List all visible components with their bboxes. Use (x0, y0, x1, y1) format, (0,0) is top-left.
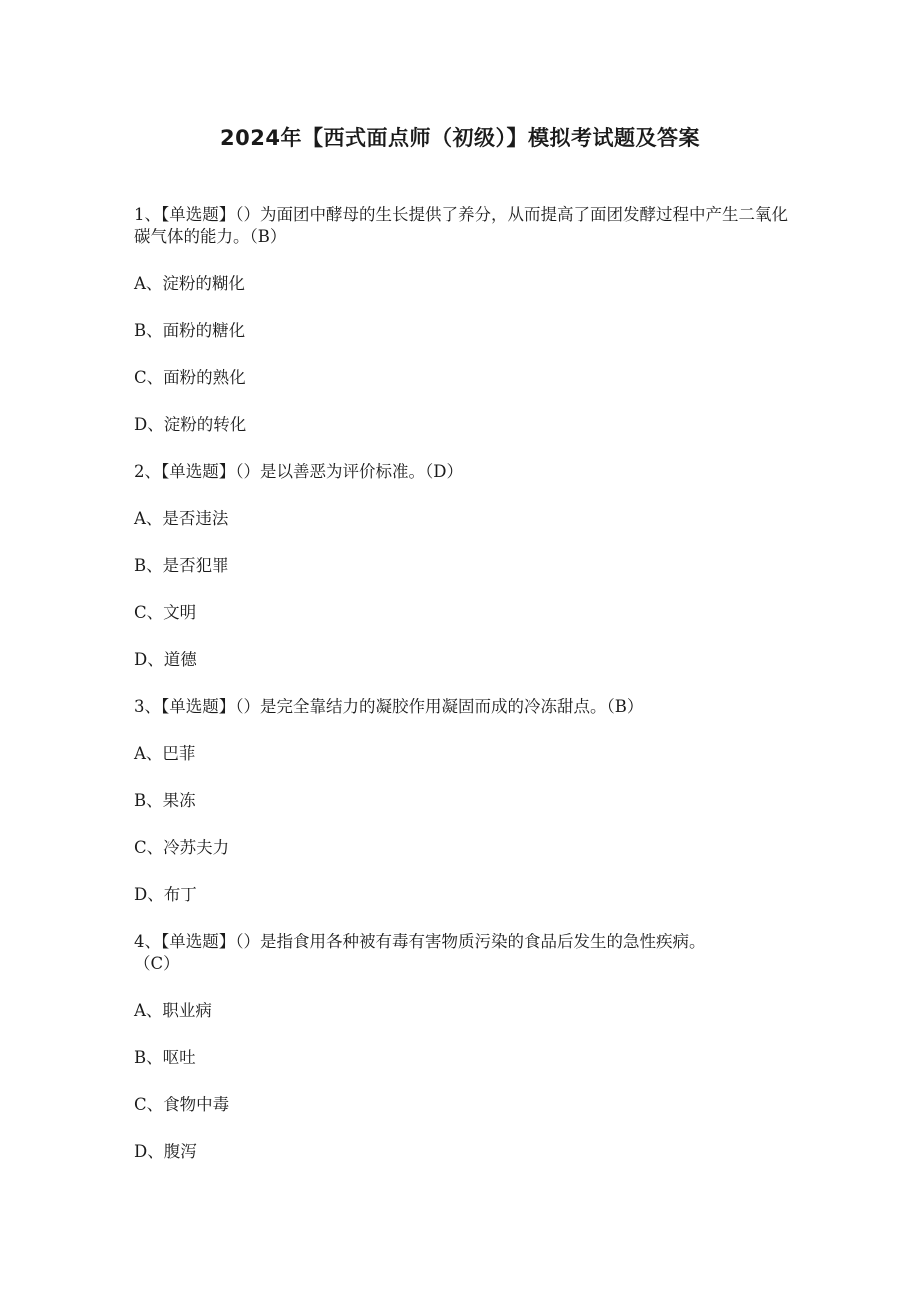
option-d: D、布丁 (134, 885, 197, 904)
option-a: A、是否违法 (134, 509, 229, 528)
option-a: A、巴菲 (134, 744, 196, 763)
option-a: A、职业病 (134, 1001, 212, 1020)
option-b: B、是否犯罪 (134, 556, 229, 575)
option-c: C、文明 (134, 603, 197, 622)
option-a: A、淀粉的糊化 (134, 274, 245, 293)
option-b: B、面粉的糖化 (134, 321, 246, 340)
option-b: B、呕吐 (134, 1048, 196, 1067)
question-3 (134, 696, 794, 931)
question-answer: （C） (134, 954, 180, 973)
option-d: D、腹泻 (134, 1142, 197, 1161)
document-title: 2024年【西式面点师（初级）】模拟考试题及答案 (220, 126, 700, 150)
question-2 (134, 461, 794, 696)
question-stem: 1、【单选题】（）为面团中酵母的生长提供了养分，从而提高了面团发酵过程中产生二氧化碳气体的能力。（B） (134, 205, 788, 246)
question-1 (134, 204, 794, 461)
option-c: C、冷苏夫力 (134, 838, 230, 857)
option-b: B、果冻 (134, 791, 196, 810)
option-d: D、道德 (134, 650, 197, 669)
question-4 (134, 931, 794, 1163)
option-c: C、面粉的熟化 (134, 368, 246, 387)
option-d: D、淀粉的转化 (134, 415, 247, 434)
question-stem: 3、【单选题】（）是完全靠结力的凝胶作用凝固而成的冷冻甜点。（B） (134, 697, 644, 716)
question-stem: 4、【单选题】（）是指食用各种被有毒有害物质污染的食品后发生的急性疾病。 (134, 932, 706, 951)
question-stem: 2、【单选题】（）是以善恶为评价标准。（D） (134, 462, 463, 481)
question-list (134, 204, 794, 1163)
option-c: C、食物中毒 (134, 1095, 230, 1114)
